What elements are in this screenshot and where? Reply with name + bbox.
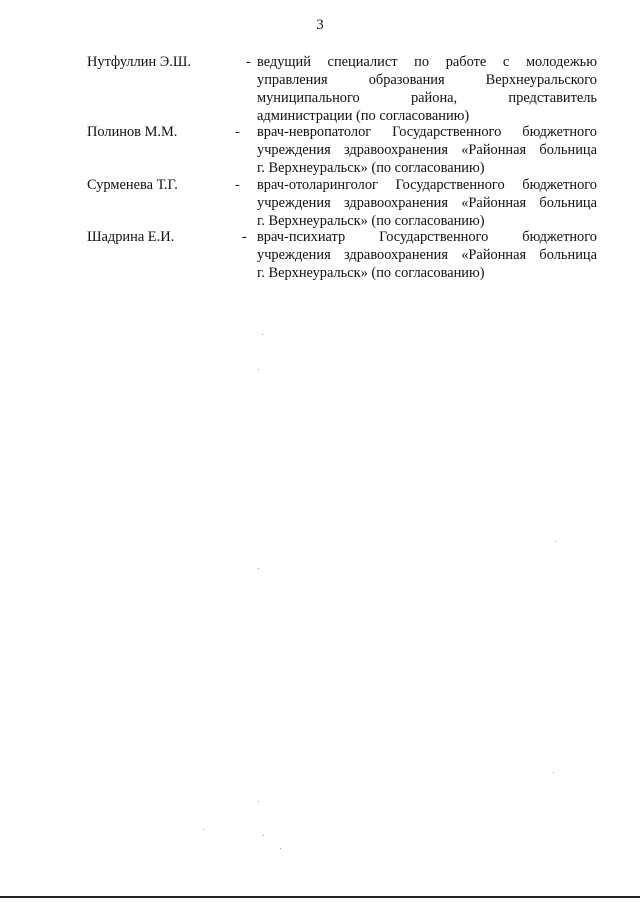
description-line: муниципального района, представитель — [257, 90, 597, 106]
member-name: Шадрина Е.И. — [87, 229, 175, 245]
description-line: управления образования Верхнеуральского — [257, 72, 597, 88]
description-line: г. Верхнеуральск» (по согласованию) — [257, 160, 485, 176]
description-line: учреждения здравоохранения «Районная больница — [257, 195, 597, 211]
scan-speck — [553, 772, 554, 773]
member-description — [257, 228, 597, 282]
member-entry — [87, 53, 597, 125]
member-dash: - — [242, 229, 247, 245]
scan-speck — [258, 801, 259, 802]
member-dash: - — [235, 177, 240, 193]
member-name: Полинов М.М. — [87, 124, 178, 140]
scan-speck — [263, 835, 264, 836]
description-line: врач-отоларинголог Государственного бюджетного — [257, 177, 597, 193]
description-line: учреждения здравоохранения «Районная больница — [257, 247, 597, 263]
member-entry — [87, 228, 597, 282]
description-line: учреждения здравоохранения «Районная больница — [257, 142, 597, 158]
member-name: Нутфуллин Э.Ш. — [87, 54, 191, 70]
scan-speck — [280, 848, 281, 849]
member-description — [257, 53, 597, 125]
page-number: 3 — [316, 17, 324, 33]
description-line: администрации (по согласованию) — [257, 108, 470, 124]
bottom-scan-edge — [0, 896, 640, 898]
scan-speck — [258, 369, 259, 370]
scan-speck — [258, 568, 259, 569]
description-line: врач-психиатр Государственного бюджетного — [257, 229, 597, 245]
description-line: врач-невропатолог Государственного бюджетного — [257, 124, 597, 140]
member-entry — [87, 123, 597, 177]
description-line: ведущий специалист по работе с молодежью — [257, 54, 597, 70]
scan-speck — [262, 334, 263, 335]
member-name: Сурменева Т.Г. — [87, 177, 178, 193]
description-line: г. Верхнеуральск» (по согласованию) — [257, 213, 485, 229]
member-description — [257, 123, 597, 177]
member-dash: - — [235, 124, 240, 140]
member-description — [257, 176, 597, 230]
member-dash: - — [246, 54, 251, 70]
scan-speck — [555, 541, 556, 542]
scan-speck — [203, 829, 204, 830]
description-line: г. Верхнеуральск» (по согласованию) — [257, 265, 485, 281]
member-entry — [87, 176, 597, 230]
